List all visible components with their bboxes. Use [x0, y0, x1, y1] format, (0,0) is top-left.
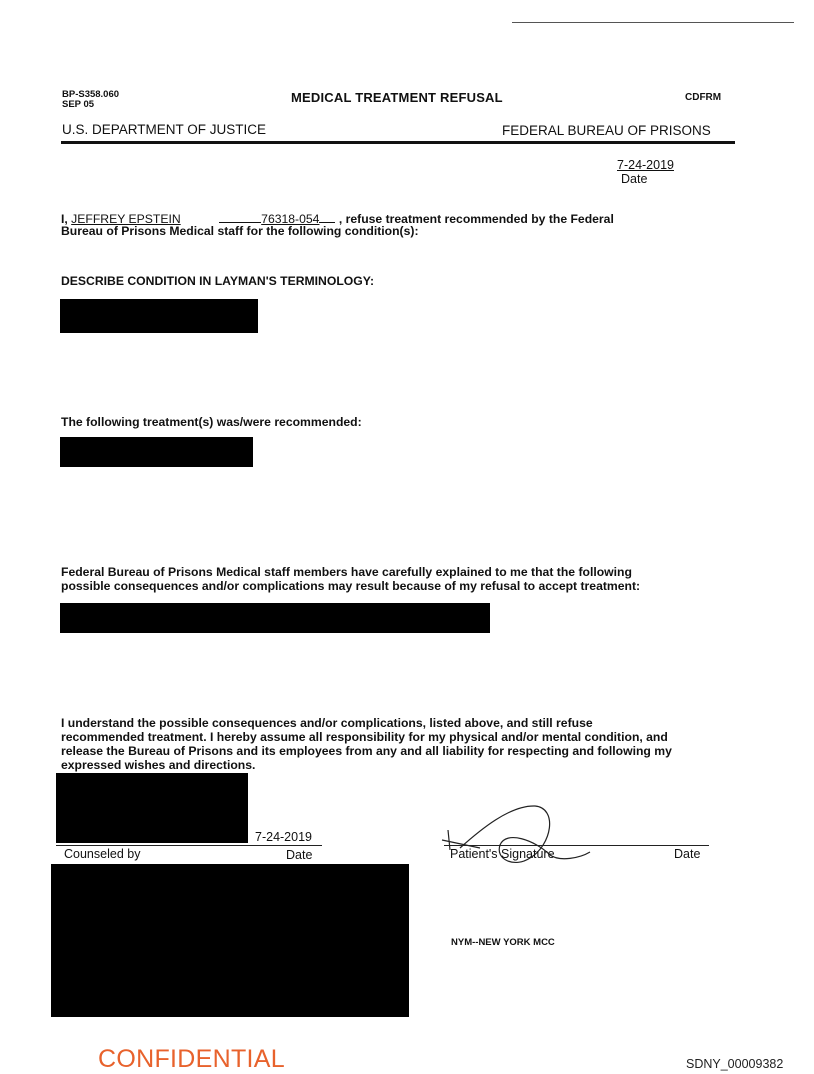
department-name: U.S. DEPARTMENT OF JUSTICE	[62, 122, 267, 137]
statement-line-2: Bureau of Prisons Medical staff for the following condition(s):	[61, 224, 419, 238]
top-date-label: Date	[621, 172, 648, 186]
form-title: MEDICAL TREATMENT REFUSAL	[291, 90, 503, 105]
consequences-line-1: Federal Bureau of Prisons Medical staff members have carefully explained to me that the following	[61, 565, 632, 579]
top-date-text: 7-24-2019	[617, 158, 674, 172]
confidential-stamp: CONFIDENTIAL	[98, 1045, 285, 1073]
redaction-treatment	[60, 437, 253, 467]
bureau-name: FEDERAL BUREAU OF PRISONS	[502, 123, 711, 138]
patient-signature-label: Patient's Signature	[450, 847, 555, 861]
institution-name: NYM--NEW YORK MCC	[451, 937, 555, 948]
counsel-date-value: 7-24-2019	[255, 830, 312, 844]
redaction-condition	[60, 299, 258, 333]
register-number: 76318-054	[261, 212, 320, 226]
scan-top-line	[512, 22, 794, 23]
form-code-revision: SEP 05	[62, 99, 95, 110]
acknowledgement-line-3: release the Bureau of Prisons and its employees from any and all liability for respecting and following my	[61, 744, 672, 758]
statement-prefix: I,	[61, 212, 68, 226]
consequences-line-2: possible consequences and/or complications may result because of my refusal to accept treatment:	[61, 579, 641, 593]
bates-number: SDNY_00009382	[686, 1057, 784, 1071]
condition-heading: DESCRIBE CONDITION IN LAYMAN'S TERMINOLOGY:	[61, 274, 375, 288]
acknowledgement-line-1: I understand the possible consequences and/or complications, listed above, and still refuse	[61, 716, 593, 730]
top-date-value	[617, 158, 674, 172]
treatment-heading: The following treatment(s) was/were recommended:	[61, 415, 362, 429]
header-rule	[61, 141, 735, 144]
form-code	[62, 90, 119, 110]
patient-name: JEFFREY EPSTEIN	[71, 212, 181, 226]
patient-signature-scribble	[440, 800, 620, 880]
acknowledgement-line-4: expressed wishes and directions.	[61, 758, 256, 772]
patient-signature-line	[444, 845, 709, 846]
counsel-signature-line	[56, 845, 322, 846]
acknowledgement-line-2: recommended treatment. I hereby assume all responsibility for my physical and/or mental condition, and	[61, 730, 668, 744]
form-code-right: CDFRM	[685, 92, 722, 103]
register-underline-gap	[319, 211, 335, 223]
patient-date-label: Date	[674, 847, 701, 861]
redaction-lower-block	[51, 864, 409, 1017]
name-underline-gap	[219, 211, 261, 223]
counsel-date-label: Date	[286, 848, 313, 862]
form-code-number: BP-S358.060	[62, 89, 120, 100]
redaction-counselor-signature	[56, 773, 248, 843]
counseled-by-label: Counseled by	[64, 847, 141, 861]
redaction-consequences	[60, 603, 490, 633]
statement-suffix: , refuse treatment recommended by the Federal	[338, 212, 614, 226]
